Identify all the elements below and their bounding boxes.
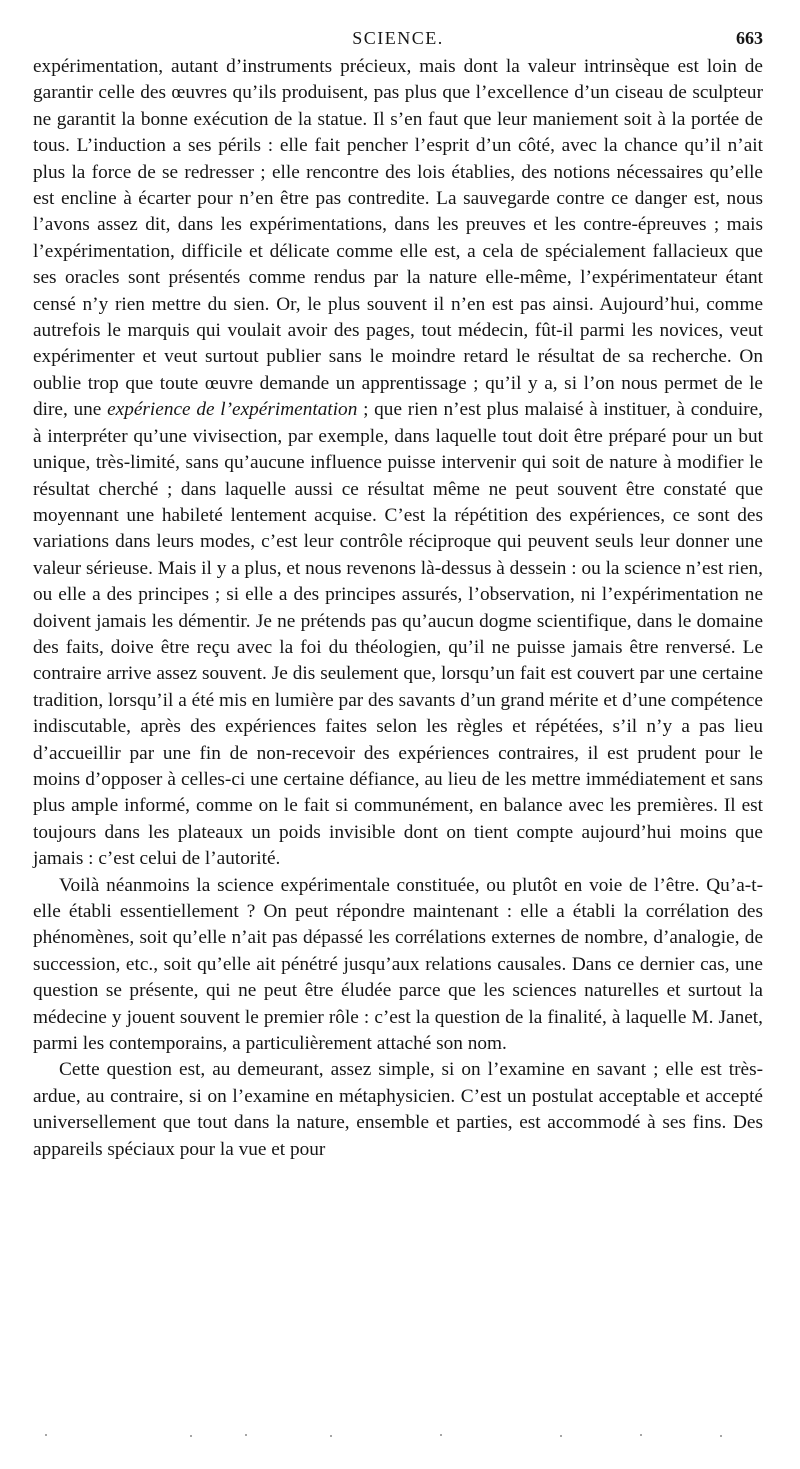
scan-speck [190, 1435, 192, 1437]
paragraph-1-text-a: expérimentation, autant d’instruments précieux, mais dont la valeur intrinsèque est loin de garantir celle des œuvres qu’ils produisent, pas plus que l’excellence d’un ciseau de sculpteur ne garantit la bonne exécution de la statue. Il s’en faut que leur maniement soit à la portée de tous. L’induction a ses périls : elle fait pencher l’esprit d’un côté, avec la chance qu’il n’ait plus la force de se redresser ; elle rencontre des lois établies, des notions nécessaires qu’elle est encline à écarter pour n’en être pas contredite. La sauvegarde contre ce danger est, nous l’avons assez dit, dans les expérimentations, dans les preuves et les contre-épreuves ; mais l’expérimentation, difficile et délicate comme elle est, a cela de spécialement fallacieux que ses oracles sont présentés comme rendus par la nature elle-même, l’expérimentateur étant censé n’y rien mettre du sien. Or, le plus souvent il n’en est pas ainsi. Aujourd’hui, comme autrefois le marquis qui voulait avoir des pages, tout médecin, fût-il parmi les novices, veut expérimenter et veut surtout publier sans le moindre retard le résultat de sa recherche. On oublie trop que toute œuvre demande un apprentissage ; qu’il y a, si l’on nous permet de le dire, une [33, 56, 763, 421]
paragraph-3: Cette question est, au demeurant, assez simple, si on l’examine en savant ; elle est très-ardue, au contraire, si on l’examine en métaphysicien. C’est un postulat acceptable et accepté universellement que tout dans la nature, ensemble et parties, est accommodé à ses fins. Des appareils spéciaux pour la vue et pour [33, 1059, 763, 1160]
scan-speck [45, 1434, 47, 1436]
page-number: 663 [736, 28, 763, 48]
paragraph-2: Voilà néanmoins la science expérimentale constituée, ou plutôt en voie de l’être. Qu’a-t-elle établi essentiellement ? On peut répondre maintenant : elle a établi la corrélation des phénomènes, soit qu’elle n’ait pas dépassé les corrélations externes de nombre, d’analogie, de succession, etc., soit qu’elle ait pénétré jusqu’aux relations causales. Dans ce dernier cas, une question se présente, qui ne peut être éludée parce que les sciences naturelles et surtout la médecine y jouent souvent le premier rôle : c’est la question de la finalité, à laquelle M. Janet, parmi les contemporains, a particulièrement attaché son nom. [33, 874, 763, 1055]
italic-phrase: expérience de l’expérimentation [107, 399, 358, 421]
scan-speck [720, 1435, 722, 1437]
scan-speck [640, 1434, 642, 1436]
body-text [33, 54, 763, 1163]
paragraph-1-text-b: ; que rien n’est plus malaisé à instituer, à conduire, à interpréter qu’une vivisection, par exemple, dans laquelle tout doit être préparé pour un but unique, très-limité, sans qu’aucune influence puisse intervenir qui soit de nature à modifier le résultat cherché ; dans laquelle aussi ce résultat même ne peut souvent être constaté que moyennant une habileté lentement acquise. C’est la répétition des expériences, ce sont des variations dans leurs modes, c’est leur contrôle réciproque qui peuvent seuls leur donner une valeur sérieuse. Mais il y a plus, et nous revenons là-dessus à dessein : ou la science n’est rien, ou elle a des principes ; si elle a des principes assurés, l’observation, ni l’expérimentation ne doivent jamais les démentir. Je ne prétends pas qu’aucun dogme scientifique, dans le domaine des faits, doive être reçu avec la foi du théologien, qu’il ne puisse jamais être renversé. Le contraire arrive assez souvent. Je dis seulement que, lorsqu’un fait est couvert par une certaine tradition, lorsqu’il a été mis en lumière par des savants d’un grand mérite et d’une compétence indiscutable, après des expériences faites selon les règles et répétées, s’il n’y a pas lieu d’accueillir par une fin de non-recevoir des expériences contraires, il est prudent pour le moins d’opposer à celles-ci une certaine défiance, au lieu de les mettre immédiatement et sans plus ample informé, comme on le fait si communément, en balance avec les premières. Il est toujours dans les plateaux un poids invisible dont on tient compte aujourd’hui moins que jamais : c’est celui de l’autorité. [33, 399, 763, 870]
scan-speck [560, 1435, 562, 1437]
running-head: SCIENCE. [352, 28, 444, 48]
scan-speck [330, 1435, 332, 1437]
page-bottom-specks [30, 1432, 770, 1438]
book-page [33, 28, 763, 1163]
paragraph-1 [33, 54, 763, 873]
page-header [33, 28, 763, 54]
scan-speck [440, 1434, 442, 1436]
scan-speck [245, 1434, 247, 1436]
